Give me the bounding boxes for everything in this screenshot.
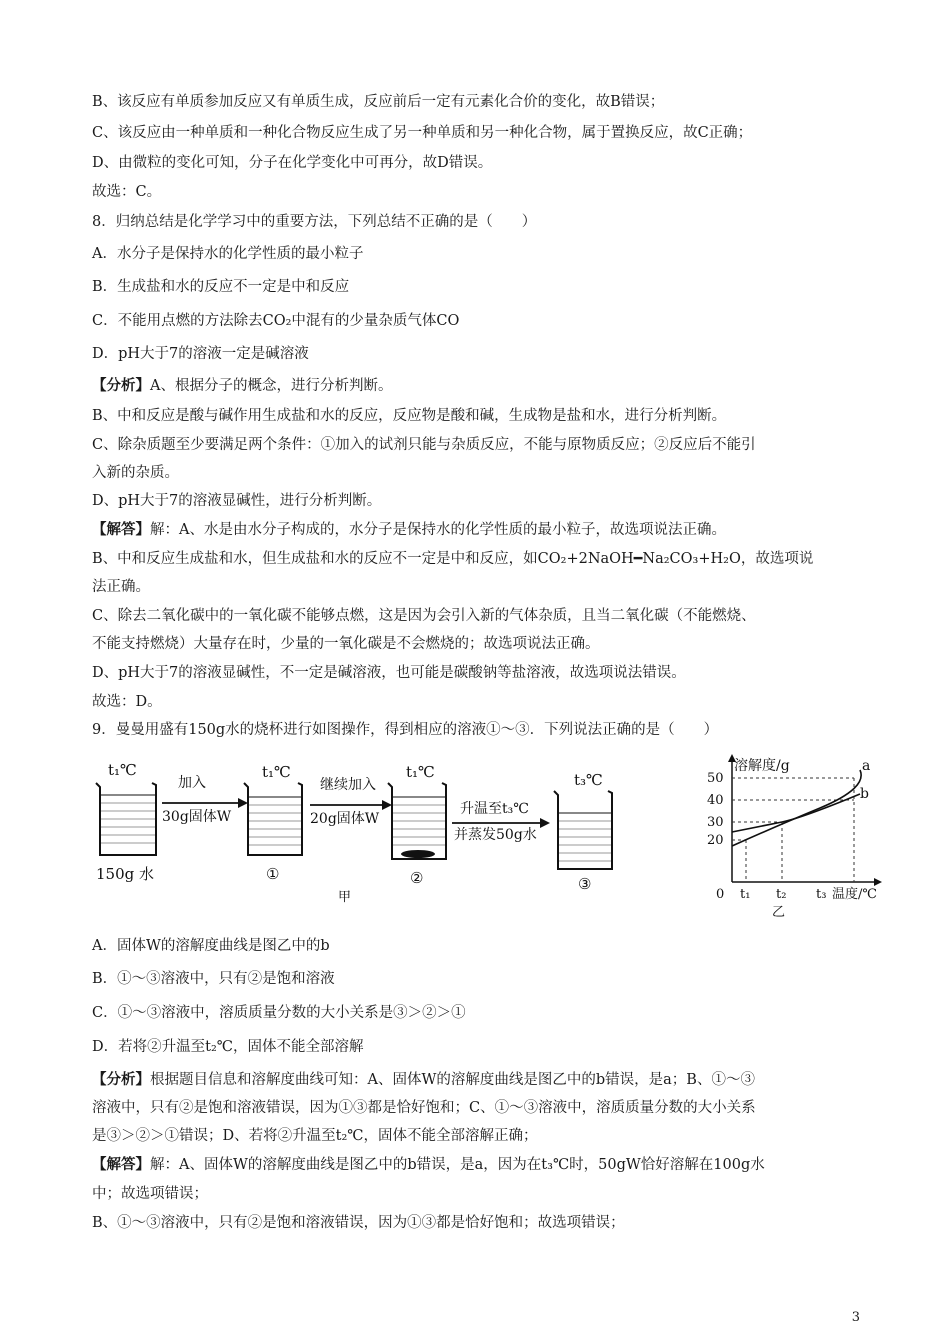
arrow2-top: 继续加入 [320, 777, 376, 793]
analysis-9: 【分析】根据题目信息和溶解度曲线可知：A、固体W的溶解度曲线是图乙中的b错误，是a；B、①～③ [92, 1071, 755, 1088]
y-tick: 50 [707, 771, 724, 786]
text-line: 故选：D。 [92, 694, 162, 710]
text-line: 中；故选项错误； [92, 1186, 208, 1202]
beaker-icon [388, 783, 446, 859]
figure-jia-caption: 甲 [338, 890, 352, 905]
origin-label: 0 [716, 887, 725, 902]
option-8d: D．pH大于7的溶液一定是碱溶液 [92, 346, 309, 362]
option-8a: A．水分子是保持水的化学性质的最小粒子 [92, 246, 364, 262]
x-axis-arrow-icon [874, 878, 882, 886]
figure-yi [702, 752, 892, 922]
figure-jia [88, 755, 708, 925]
curve-b-label: b [860, 786, 869, 802]
text-line: B、①～③溶液中，只有②是饱和溶液错误，因为①③都是恰好饱和；故选项错误； [92, 1215, 625, 1231]
guide-lines [732, 778, 854, 882]
x-tick: t₂ [776, 887, 787, 902]
y-tick: 30 [707, 815, 724, 830]
text-line: 溶液中，只有②是饱和溶液错误，因为①③都是恰好饱和；C、①～③溶液中，溶质质量分数的大小关系 [92, 1100, 756, 1116]
option-8b: B．生成盐和水的反应不一定是中和反应 [92, 279, 350, 295]
beaker-icon [244, 783, 302, 855]
option-9c: C．①～③溶液中，溶质质量分数的大小关系是③＞②＞① [92, 1005, 466, 1021]
answer-tag: 【解答】 [92, 1156, 150, 1173]
text-line: C、该反应由一种单质和一种化合物反应生成了另一种单质和另一种化合物，属于置换反应，故C正确； [92, 125, 753, 141]
text-line: 故选：C。 [92, 184, 162, 200]
text-line: B、中和反应是酸与碱作用生成盐和水的反应，反应物是酸和碱，生成物是盐和水，进行分析判断。 [92, 408, 727, 424]
beaker0-label: 150g 水 [96, 865, 155, 883]
beaker2-temp: t₁℃ [406, 763, 435, 781]
arrow-icon [382, 800, 392, 810]
beaker3-temp: t₃℃ [574, 771, 603, 789]
text-line: C、除杂质题至少要满足两个条件：①加入的试剂只能与杂质反应，不能与原物质反应；②反应后不能引 [92, 437, 756, 453]
text-line: D、pH大于7的溶液显碱性，进行分析判断。 [92, 493, 382, 509]
analysis-8: 【分析】A、根据分子的概念，进行分析判断。 [92, 377, 393, 394]
arrow2-bottom: 20g固体W [310, 811, 380, 827]
beaker-icon [96, 783, 156, 855]
text-line: 法正确。 [92, 579, 150, 595]
answer-tag: 【解答】 [92, 521, 150, 538]
beaker0-temp: t₁℃ [108, 761, 137, 779]
page-number: 3 [851, 1310, 860, 1325]
text-line: D、pH大于7的溶液显碱性，不一定是碱溶液，也可能是碳酸钠等盐溶液，故选项说法错误。 [92, 665, 686, 681]
arrow-icon [540, 818, 550, 828]
text-line: 不能支持燃烧）大量存在时，少量的一氧化碳是不会燃烧的；故选项说法正确。 [92, 636, 600, 652]
option-9a: A．固体W的溶解度曲线是图乙中的b [92, 938, 330, 954]
text-line: C、除去二氧化碳中的一氧化碳不能够点燃，这是因为会引入新的气体杂质，且当二氧化碳（不能燃烧、 [92, 608, 756, 624]
answer-8: 【解答】解：A、水是由水分子构成的，水分子是保持水的化学性质的最小粒子，故选项说法正确。 [92, 521, 726, 538]
text-line: B、中和反应生成盐和水，但生成盐和水的反应不一定是中和反应，如CO₂+2NaOH━Na₂CO₃+H₂O，故选项说 [92, 551, 814, 567]
figure-yi-caption: 乙 [772, 905, 786, 920]
analysis-tag: 【分析】 [92, 1071, 150, 1088]
arrow3-top: 升温至t₃℃ [460, 801, 529, 817]
x-axis-label: 温度/℃ [832, 887, 877, 902]
y-tick: 20 [707, 833, 724, 848]
arrow1-top: 加入 [178, 775, 206, 791]
curve-a [732, 770, 861, 846]
beaker1-label: ① [266, 865, 280, 883]
x-tick: t₃ [816, 887, 827, 902]
beaker3-label: ③ [578, 875, 592, 893]
option-8c: C．不能用点燃的方法除去CO₂中混有的少量杂质气体CO [92, 313, 460, 329]
text-line: 入新的杂质。 [92, 465, 179, 481]
question-8: 8．归纳总结是化学学习中的重要方法，下列总结不正确的是（ ） [92, 214, 537, 230]
curve-a-label: a [862, 758, 871, 774]
y-tick: 40 [707, 793, 724, 808]
solid-precipitate [401, 850, 435, 858]
beaker1-temp: t₁℃ [262, 763, 291, 781]
option-9d: D．若将②升温至t₂℃，固体不能全部溶解 [92, 1039, 364, 1055]
beaker2-label: ② [410, 869, 424, 887]
answer-9: 【解答】解：A、固体W的溶解度曲线是图乙中的b错误，是a，因为在t₃℃时，50gW恰好溶解在100g水 [92, 1156, 765, 1173]
x-tick: t₁ [740, 887, 751, 902]
beaker-icon [554, 791, 612, 869]
question-9: 9．曼曼用盛有150g水的烧杯进行如图操作，得到相应的溶液①～③．下列说法正确的是（ ） [92, 722, 719, 738]
option-9b: B．①～③溶液中，只有②是饱和溶液 [92, 971, 335, 987]
analysis-tag: 【分析】 [92, 377, 150, 394]
y-axis-label: 溶解度/g [734, 758, 790, 774]
text-line: 是③＞②＞①错误；D、若将②升温至t₂℃，固体不能全部溶解正确； [92, 1128, 538, 1144]
text-line: D、由微粒的变化可知，分子在化学变化中可再分，故D错误。 [92, 155, 493, 171]
arrow-icon [238, 798, 248, 808]
arrow3-bottom: 并蒸发50g水 [454, 827, 537, 843]
arrow1-bottom: 30g固体W [162, 809, 232, 825]
text-line: B、该反应有单质参加反应又有单质生成，反应前后一定有元素化合价的变化，故B错误； [92, 94, 665, 110]
